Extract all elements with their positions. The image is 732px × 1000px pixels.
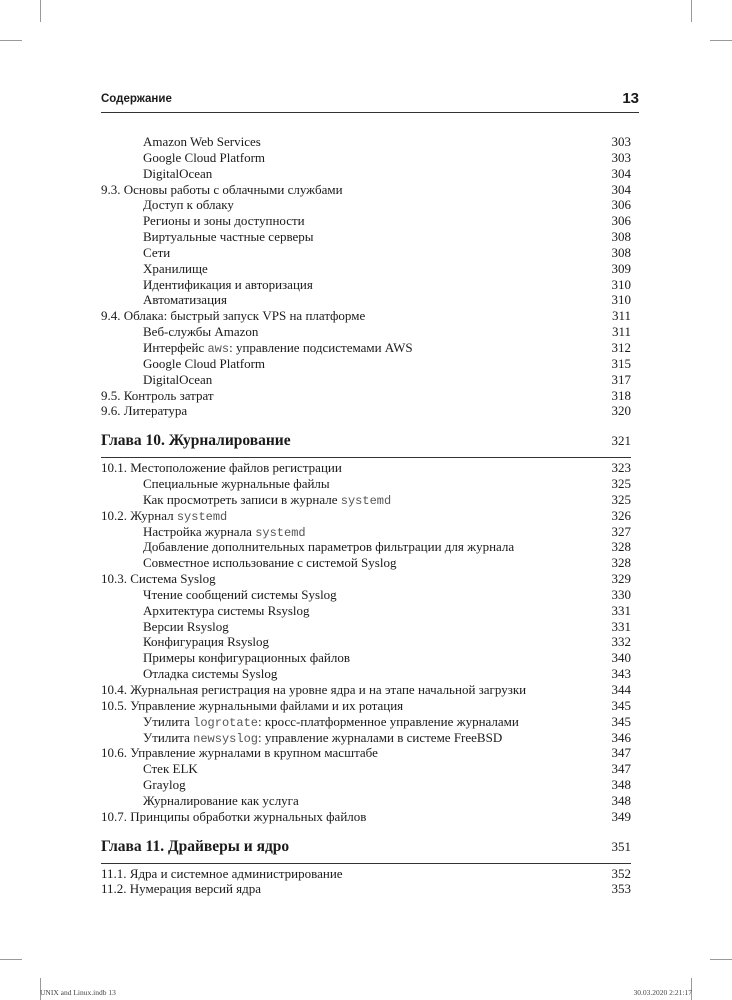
toc-entry-page: 308 [611, 244, 631, 260]
toc-subsection-entry [101, 714, 631, 730]
toc-section-entry [101, 508, 631, 524]
toc-entry-page: 323 [611, 460, 631, 476]
toc-entry-title: 9.5. Контроль затрат [101, 387, 214, 403]
toc-entry-title: Стек ELK [143, 761, 198, 777]
toc-entry-title: 10.3. Система Syslog [101, 571, 216, 587]
toc-entry-page: 310 [611, 292, 631, 308]
toc-section-entry [101, 571, 631, 587]
toc-subsection-entry [101, 356, 631, 372]
running-header [101, 91, 639, 111]
toc-entry-code: systemd [340, 493, 392, 508]
toc-subsection-entry [101, 634, 631, 650]
toc-entry-page: 327 [611, 523, 631, 539]
toc-entry-title: Отладка системы Syslog [143, 666, 278, 682]
toc-entry-title: Архитектура системы Rsyslog [143, 602, 310, 618]
toc-entry-title: Идентификация и авторизация [143, 276, 313, 292]
toc-entry-page: 304 [611, 181, 631, 197]
toc-entry-page: 318 [611, 387, 631, 403]
toc-entry-title: 10.1. Местоположение файлов регистрации [101, 460, 342, 476]
toc-subsection-entry [101, 492, 631, 508]
chapter-rule [101, 457, 631, 458]
crop-mark [0, 40, 22, 41]
toc-entry-title: Веб-службы Amazon [143, 324, 259, 340]
toc-subsection-entry [101, 666, 631, 682]
toc-chapter-entry [101, 834, 631, 860]
toc-section-entry [101, 745, 631, 761]
toc-entry-page: 331 [611, 602, 631, 618]
header-rule [101, 112, 639, 113]
toc-entry-title: Специальные журнальные файлы [143, 476, 330, 492]
toc-entry-title: 9.4. Облака: быстрый запуск VPS на платформе [101, 308, 366, 324]
crop-mark [710, 40, 732, 41]
toc-entry-page: 331 [611, 618, 631, 634]
toc-section-entry [101, 460, 631, 476]
toc-subsection-entry [101, 372, 631, 388]
toc-entry-title: Глава 11. Драйверы и ядро [101, 837, 290, 855]
toc-entry-page: 347 [611, 745, 631, 761]
toc-entry-title: Регионы и зоны доступности [143, 213, 305, 229]
footer-file: UNIX and Linux.indb 13 [40, 988, 116, 997]
toc-subsection-entry [101, 761, 631, 777]
toc-entry-code: systemd [255, 525, 306, 540]
toc-subsection-entry [101, 261, 631, 277]
toc-entry-page: 343 [611, 666, 631, 682]
crop-mark [0, 959, 22, 960]
toc-subsection-entry [101, 524, 631, 540]
toc-entry-text: : управление подсистемами AWS [229, 339, 413, 355]
toc-subsection-entry [101, 134, 631, 150]
chapter-rule [101, 863, 631, 864]
toc-entry-page: 351 [611, 838, 631, 854]
table-of-contents [101, 134, 631, 897]
toc-entry-title: Версии Rsyslog [143, 618, 229, 634]
crop-mark [691, 0, 692, 22]
toc-entry-text: Интерфейс [143, 339, 208, 355]
toc-entry-page: 308 [611, 229, 631, 245]
toc-entry-code: newsyslog [193, 731, 258, 746]
toc-subsection-entry [101, 587, 631, 603]
toc-entry-title: 9.6. Литература [101, 403, 188, 419]
toc-entry-page: 353 [611, 881, 631, 897]
toc-entry-page: 347 [611, 761, 631, 777]
toc-entry-text: Настройка журнала [143, 523, 256, 539]
toc-subsection-entry [101, 166, 631, 182]
toc-subsection-entry [101, 324, 631, 340]
toc-entry-title: Чтение сообщений системы Syslog [143, 586, 337, 602]
toc-entry-title: 10.5. Управление журнальными файлами и их ротация [101, 697, 404, 713]
toc-section-entry [101, 881, 631, 897]
toc-entry-title: Google Cloud Platform [143, 355, 266, 371]
toc-section-entry [101, 698, 631, 714]
toc-entry-title: Сети [143, 244, 171, 260]
toc-subsection-entry [101, 150, 631, 166]
toc-subsection-entry [101, 730, 631, 746]
toc-section-entry [101, 403, 631, 419]
toc-entry-page: 306 [611, 213, 631, 229]
toc-entry-page: 317 [611, 371, 631, 387]
toc-entry-title: Журналирование как услуга [143, 792, 299, 808]
toc-entry-page: 349 [611, 808, 631, 824]
toc-entry-page: 311 [611, 308, 631, 324]
toc-entry-text: Утилита [143, 713, 194, 729]
toc-entry-page: 326 [611, 507, 631, 523]
toc-entry-title: Amazon Web Services [143, 134, 261, 149]
toc-section-entry [101, 866, 631, 882]
toc-entry-title: DigitalOcean [143, 165, 213, 181]
toc-entry-title: Конфигурация Rsyslog [143, 634, 270, 650]
toc-subsection-entry [101, 197, 631, 213]
toc-subsection-entry [101, 619, 631, 635]
toc-subsection-entry [101, 539, 631, 555]
toc-section-entry [101, 809, 631, 825]
toc-entry-page: 352 [611, 865, 631, 881]
toc-chapter-entry [101, 428, 631, 454]
footer-timestamp: 30.03.2020 2:21:17 [633, 988, 692, 997]
toc-subsection-entry [101, 603, 631, 619]
toc-entry-page: 311 [611, 324, 631, 340]
toc-subsection-entry [101, 277, 631, 293]
toc-entry-page: 328 [611, 555, 631, 571]
toc-entry-page: 340 [611, 650, 631, 666]
toc-section-entry [101, 182, 631, 198]
toc-entry-code: logrotate [193, 715, 258, 730]
toc-subsection-entry [101, 213, 631, 229]
header-title: Содержание [101, 93, 172, 105]
toc-section-entry [101, 682, 631, 698]
toc-entry-code: aws [207, 341, 230, 356]
print-footer [40, 988, 692, 1000]
toc-entry-page: 346 [611, 729, 631, 745]
toc-entry-page: 325 [611, 476, 631, 492]
toc-entry-text: : управление журналами в системе FreeBSD [257, 729, 503, 745]
toc-entry-page: 315 [611, 355, 631, 371]
toc-entry-page: 348 [611, 777, 631, 793]
toc-entry-page: 320 [611, 403, 631, 419]
toc-entry-title: 10.4. Журнальная регистрация на уровне ядра и на этапе начальной загрузки [101, 682, 527, 697]
toc-entry-title: 9.3. Основы работы с облачными службами [101, 181, 343, 197]
toc-subsection-entry [101, 476, 631, 492]
header-page-number: 13 [622, 90, 639, 107]
toc-entry-text: Как просмотреть записи в журнале [143, 491, 341, 507]
toc-entry-page: 344 [611, 682, 631, 697]
toc-entry-title: 11.2. Нумерация версий ядра [101, 881, 262, 897]
toc-entry-text: 10.2. Журнал [101, 507, 177, 523]
toc-entry-page: 312 [611, 339, 631, 355]
toc-subsection-entry [101, 777, 631, 793]
toc-entry-page: 306 [611, 197, 631, 213]
toc-entry-page: 325 [611, 491, 631, 507]
toc-entry-page: 328 [611, 539, 631, 555]
toc-entry-title: 10.7. Принципы обработки журнальных файлов [101, 808, 367, 824]
toc-entry-title: Google Cloud Platform [143, 149, 266, 165]
toc-entry-title: Graylog [143, 777, 186, 793]
toc-subsection-entry [101, 793, 631, 809]
toc-section-entry [101, 388, 631, 404]
crop-mark [40, 0, 41, 22]
toc-entry-page: 321 [611, 433, 631, 449]
crop-mark [710, 959, 732, 960]
toc-entry-title: Глава 10. Журналирование [101, 432, 291, 450]
toc-entry-title: Автоматизация [143, 292, 227, 308]
toc-entry-title: Виртуальные частные серверы [143, 229, 314, 245]
toc-entry-page: 348 [611, 792, 631, 808]
toc-entry-title: Примеры конфигурационных файлов [143, 650, 351, 666]
toc-entry-page: 303 [611, 134, 631, 149]
toc-entry-title: Хранилище [143, 260, 208, 276]
toc-entry-page: 332 [611, 634, 631, 650]
toc-subsection-entry [101, 340, 631, 356]
toc-entry-page: 310 [611, 276, 631, 292]
toc-entry-title: Совместное использование с системой Syslog [143, 555, 397, 571]
toc-subsection-entry [101, 292, 631, 308]
toc-entry-code: systemd [176, 509, 228, 524]
toc-entry-page: 329 [611, 571, 631, 587]
toc-entry-page: 304 [611, 165, 631, 181]
toc-entry-title: Добавление дополнительных параметров фильтрации для журнала [143, 539, 515, 555]
toc-entry-page: 303 [611, 149, 631, 165]
toc-subsection-entry [101, 555, 631, 571]
toc-entry-title: 10.6. Управление журналами в крупном масштабе [101, 745, 378, 761]
toc-entry-title: DigitalOcean [143, 371, 213, 387]
toc-subsection-entry [101, 245, 631, 261]
toc-entry-title: Доступ к облаку [143, 197, 234, 213]
toc-entry-page: 345 [611, 697, 631, 713]
toc-entry-title: 11.1. Ядра и системное администрирование [101, 865, 343, 881]
toc-subsection-entry [101, 650, 631, 666]
toc-entry-text: : кросс-платформенное управление журналами [257, 713, 519, 729]
toc-entry-text: Утилита [143, 729, 194, 745]
toc-entry-page: 330 [611, 586, 631, 602]
toc-entry-page: 309 [611, 260, 631, 276]
toc-subsection-entry [101, 229, 631, 245]
toc-entry-page: 345 [611, 713, 631, 729]
toc-section-entry [101, 308, 631, 324]
